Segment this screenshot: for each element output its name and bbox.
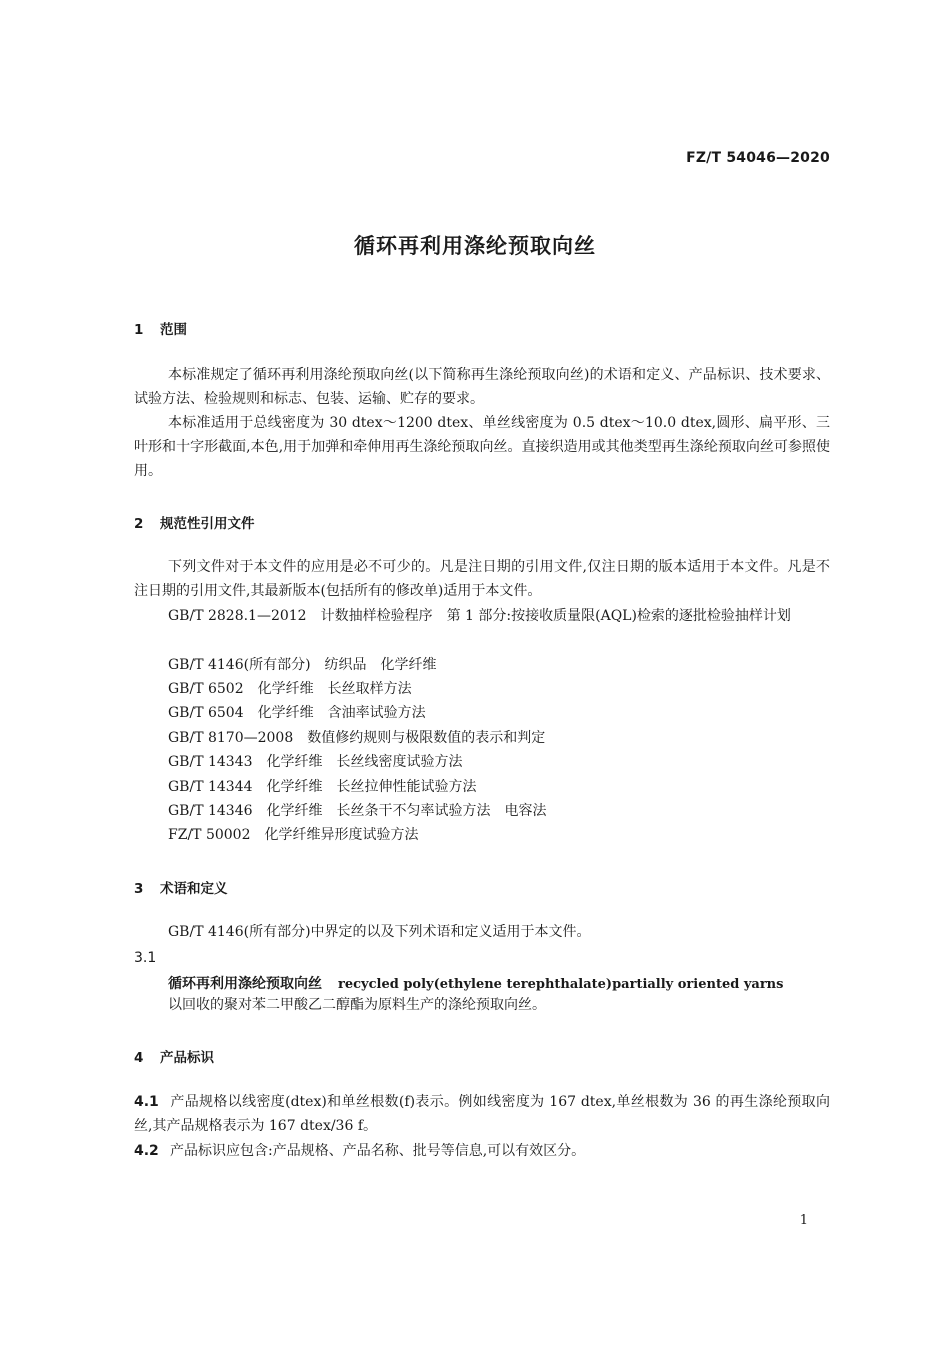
reference-item — [168, 750, 463, 774]
clause-text: 产品标识应包含:产品规格、产品名称、批号等信息,可以有效区分。 — [170, 1143, 586, 1159]
section-number: 4 — [134, 1050, 144, 1066]
reference-item — [168, 701, 426, 725]
reference-title: 化学纤维 长丝线密度试验方法 — [266, 754, 463, 770]
reference-code: GB/T 14346 — [168, 803, 253, 819]
section-4-heading — [134, 1046, 214, 1066]
term-entry — [168, 973, 783, 993]
reference-code: GB/T 14343 — [168, 754, 253, 770]
term-definition: 以回收的聚对苯二甲酸乙二醇酯为原料生产的涤纶预取向丝。 — [168, 997, 546, 1013]
reference-title: 纺织品 化学纤维 — [324, 657, 437, 673]
section-title: 规范性引用文件 — [160, 516, 255, 532]
section-number: 1 — [134, 322, 144, 338]
reference-code: GB/T 4146(所有部分) — [168, 657, 311, 673]
clause-4-2 — [134, 1139, 830, 1163]
reference-code: GB/T 2828.1—2012 — [168, 608, 307, 624]
reference-title: 化学纤维异形度试验方法 — [264, 827, 419, 843]
reference-code: GB/T 8170—2008 — [168, 730, 294, 746]
section-title: 范围 — [160, 322, 187, 338]
page-number: 1 — [799, 1213, 808, 1228]
section-number: 3 — [134, 881, 144, 897]
reference-title: 化学纤维 含油率试验方法 — [257, 705, 426, 721]
section-title: 产品标识 — [160, 1050, 214, 1066]
reference-title: 计数抽样检验程序 第 1 部分:按接收质量限(AQL)检索的逐批检验抽样计划 — [320, 608, 791, 624]
reference-title: 化学纤维 长丝取样方法 — [257, 681, 412, 697]
section-title: 术语和定义 — [160, 881, 228, 897]
reference-code: GB/T 6504 — [168, 705, 244, 721]
section-number: 2 — [134, 516, 144, 532]
section-2-heading — [134, 512, 255, 532]
term-chinese: 循环再利用涤纶预取向丝 — [168, 976, 322, 992]
term-english: recycled poly(ethylene terephthalate)partially oriented yarns — [338, 977, 784, 992]
section-1-para-1: 本标准规定了循环再利用涤纶预取向丝(以下简称再生涤纶预取向丝)的术语和定义、产品标识、技术要求、试验方法、检验规则和标志、包装、运输、贮存的要求。 — [134, 367, 830, 407]
clause-3-1-number: 3.1 — [134, 950, 157, 966]
section-3-heading — [134, 877, 228, 897]
reference-title: 化学纤维 长丝拉伸性能试验方法 — [266, 779, 477, 795]
clause-text: 产品规格以线密度(dtex)和单丝根数(f)表示。例如线密度为 167 dtex,单丝根数为 36 的再生涤纶预取向丝,其产品规格表示为 167 dtex/36 f。 — [134, 1094, 830, 1134]
reference-item — [168, 677, 412, 701]
reference-item — [168, 653, 437, 677]
clause-number: 4.2 — [134, 1143, 159, 1159]
reference-title: 数值修约规则与极限数值的表示和判定 — [307, 730, 546, 746]
section-1-para-2: 本标准适用于总线密度为 30 dtex～1200 dtex、单丝线密度为 0.5 dtex～10.0 dtex,圆形、扁平形、三叶形和十字形截面,本色,用于加弹和牵伸用再生涤纶预取向丝。直接织造用或其他类型再生涤纶预取向丝可参照使用。 — [134, 415, 830, 479]
reference-item — [168, 726, 545, 750]
clause-4-1 — [134, 1090, 830, 1138]
section-3-intro: GB/T 4146(所有部分)中界定的以及下列术语和定义适用于本文件。 — [168, 924, 591, 940]
reference-code: GB/T 6502 — [168, 681, 244, 697]
document-title: 循环再利用涤纶预取向丝 — [354, 234, 596, 258]
reference-title: 化学纤维 长丝条干不匀率试验方法 电容法 — [266, 803, 547, 819]
reference-item-first — [134, 604, 830, 628]
section-2-intro: 下列文件对于本文件的应用是必不可少的。凡是注日期的引用文件,仅注日期的版本适用于本文件。凡是不注日期的引用文件,其最新版本(包括所有的修改单)适用于本文件。 — [134, 559, 830, 599]
reference-item — [168, 775, 477, 799]
reference-code: FZ/T 50002 — [168, 827, 251, 843]
document-number: FZ/T 54046—2020 — [686, 150, 830, 166]
reference-code: GB/T 14344 — [168, 779, 253, 795]
reference-item — [168, 823, 418, 847]
reference-item — [168, 799, 547, 823]
section-1-heading — [134, 318, 187, 338]
clause-number: 4.1 — [134, 1094, 159, 1110]
